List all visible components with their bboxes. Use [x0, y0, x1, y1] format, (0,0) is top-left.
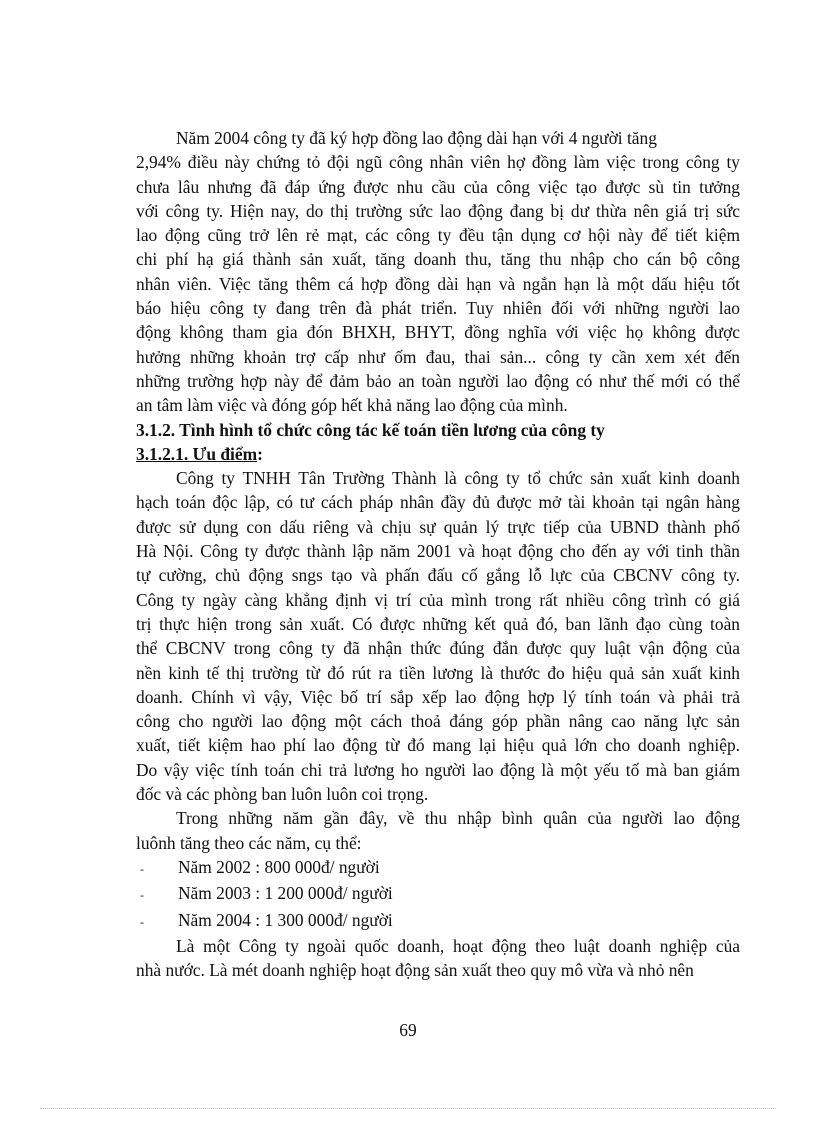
text-line: Trong những năm gần đây, về thu nhập bình quân của người lao động [176, 808, 740, 829]
list-item-text: Năm 2003 : 1 200 000đ/ người [178, 883, 393, 904]
paragraph-company-overview [136, 466, 740, 806]
text-line: những trường hợp này để đảm bảo an toàn người lao động có như thế mới có thể [136, 370, 740, 391]
paragraph-company-type [136, 934, 740, 983]
text-line: hưởng những khoản trợ cấp như ốm đau, thai sản... công ty cần xem xét đến [136, 346, 740, 367]
text-line: 2,94% điều này chứng tỏ đội ngũ công nhân viên hợ đồng làm việc trong công ty [136, 152, 740, 173]
dash-bullet: - [140, 861, 144, 876]
text-line: nhà nước. Là mét doanh nghiệp hoạt động sản xuất theo quy mô vừa và nhỏ nên [136, 960, 694, 981]
text-line: công cho người lao động một cách thoả đáng góp phần nâng cao năng lực sản [136, 711, 740, 732]
text-line: hạch toán độc lập, có tư cách pháp nhân đầy đủ được mở tài khoản tại ngân hàng [136, 492, 740, 513]
subsection-heading-title: 3.1.2.1. Ưu điểm [136, 443, 258, 464]
text-line: luônh tăng theo các năm, cụ thể: [136, 832, 362, 853]
dash-bullet: - [140, 888, 144, 903]
text-line: thể CBCNV trong công ty đã nhận thức đúng đắn được quy luật vận động của [136, 638, 740, 659]
subsection-heading [136, 442, 740, 466]
text-line: với công ty. Hiện nay, do thị trường sức lao động đang bị dư thừa nên giá trị sức [136, 200, 740, 221]
text-line: tự cường, chủ động sngs tạo và phấn đấu cố gắng lỗ lực của CBCNV công ty. [136, 565, 740, 586]
paragraph-labor-contracts [136, 126, 740, 418]
list-item-text: Năm 2002 : 800 000đ/ người [178, 856, 380, 877]
list-item [136, 881, 740, 907]
text-line: chưa lâu nhưng đã đáp ứng được nhu cầu của công việc tạo được sù tin tưởng [136, 176, 740, 197]
text-line: doanh. Chính vì vậy, Việc bố trí sắp xếp lao động hợp lý tính toán và phải trả [136, 686, 740, 707]
paragraph-income-intro [136, 806, 740, 855]
text-line: xuất, tiết kiệm hao phí lao động từ đó mang lại hiệu quả lớn cho doanh nghiệp. [136, 735, 740, 756]
page-bottom-divider [40, 1108, 776, 1109]
income-list [136, 855, 740, 934]
text-line: động không tham gia đón BHXH, BHYT, đồng nghĩa với việc họ không được [136, 322, 740, 343]
dash-bullet: - [140, 914, 144, 929]
text-line: báo hiệu công ty đang trên đà phát triển. Tuy nhiên đối với những người lao [136, 298, 740, 319]
list-item [136, 855, 740, 881]
text-line: Năm 2004 công ty đã ký hợp đồng lao động dài hạn với 4 người tăng [176, 128, 657, 148]
text-line: Do vậy việc tính toán chi trả lương ho người lao động là một yếu tố mà ban giám [136, 759, 740, 780]
text-line: đốc và các phòng ban luôn luôn coi trọng. [136, 784, 429, 805]
text-line: nền kinh tế thị trường từ đó rút ra tiền lương là thước đo hiệu quả sản xuất kinh [136, 662, 740, 683]
text-line: Là một Công ty ngoài quốc doanh, hoạt động theo luật doanh nghiệp của [176, 935, 740, 956]
text-line: Công ty ngày càng khẳng định vị trí của mình trong rất nhiều công trình có giá [136, 589, 740, 610]
text-line: trị thực hiện trong sản xuất. Có được những kết quả đó, ban lãnh đạo cùng toàn [136, 613, 740, 634]
text-line: nhân viên. Việc tăng thêm cá hợp đồng dài hạn và ngắn hạn là một dấu hiệu tốt [136, 273, 740, 294]
text-line: Hà Nội. Công ty được thành lập năm 2001 và hoạt động cho đến ay với tinh thần [136, 541, 740, 562]
text-line: được sử dụng con dấu riêng và chịu sự quản lý trực tiếp của UBND thành phố [136, 516, 740, 537]
page-number: 69 [399, 1020, 417, 1040]
text-line: an tâm làm việc và đóng góp hết khả năng lao động của mình. [136, 395, 568, 416]
document-body [136, 126, 740, 982]
list-item-text: Năm 2004 : 1 300 000đ/ người [178, 909, 393, 930]
subsection-heading-colon: : [257, 443, 263, 464]
section-heading: 3.1.2. Tình hình tổ chức công tác kế toán tiền lương của công ty [136, 419, 605, 440]
text-line: chi phí hạ giá thành sản xuất, tăng doanh thu, tăng thu nhập cho cán bộ công [136, 249, 740, 270]
list-item [136, 908, 740, 934]
text-line: lao động cũng trở lên rẻ mạt, các công ty đều tận dụng cơ hội này để tiết kiệm [136, 225, 740, 246]
text-line: Công ty TNHH Tân Trường Thành là công ty tổ chức sản xuất kinh doanh [176, 468, 740, 489]
